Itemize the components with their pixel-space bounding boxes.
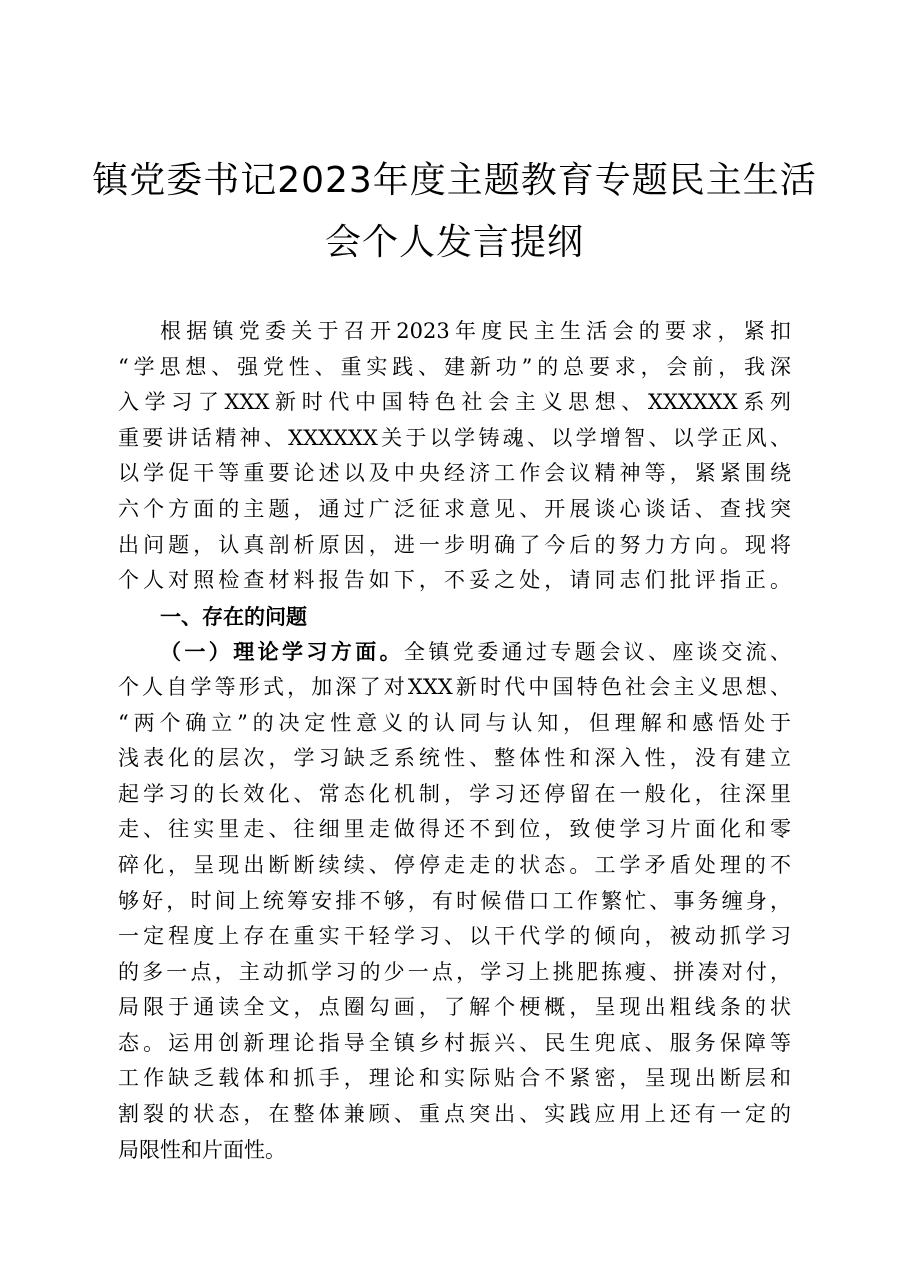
- intro-line: 入学习了XXX新时代中国特色社会主义思想、XXXXXX系列: [118, 390, 791, 415]
- subsection-line: 够好，时间上统筹安排不够，有时候借口工作繁忙、事务缠身，: [118, 888, 791, 913]
- document-title: [60, 150, 849, 274]
- subsection-line: 工作缺乏载体和抓手，理论和实际贴合不紧密，呈现出断层和: [118, 1066, 791, 1091]
- document-body: [118, 314, 791, 1168]
- intro-line: 根据镇党委关于召开2023年度民主生活会的要求，紧扣: [160, 319, 791, 343]
- intro-line: “学思想、强党性、重实践、建新功”的总要求，会前，我深: [118, 354, 791, 379]
- subsection-line: 走、往实里走、往细里走做得还不到位，致使学习片面化和零: [118, 817, 791, 842]
- intro-line: 以学促干等重要论述以及中央经济工作会议精神等，紧紧围绕: [118, 461, 791, 486]
- subsection-line: 割裂的状态，在整体兼顾、重点突出、实践应用上还有一定的: [118, 1102, 791, 1127]
- subsection-first-line-rest: 全镇党委通过专题会议、座谈交流、: [404, 640, 791, 665]
- subsection-line: 个人自学等形式，加深了对XXX新时代中国特色社会主义思想、: [118, 674, 791, 699]
- title-line-1: 镇党委书记2023年度主题教育专题民主生活: [92, 160, 817, 201]
- subsection-line: “两个确立”的决定性意义的认同与认知，但理解和感悟处于: [118, 710, 791, 735]
- title-line-2: 会个人发言提纲: [324, 222, 584, 263]
- subsection-line: 局限性和片面性。: [118, 1137, 286, 1162]
- intro-line: 出问题，认真剖析原因，进一步明确了今后的努力方向。现将: [118, 532, 791, 557]
- subsection-line: 态。运用创新理论指导全镇乡村振兴、民生兜底、服务保障等: [118, 1030, 791, 1055]
- subsection-first-line: [118, 634, 791, 670]
- subsection-line: 局限于通读全文，点圈勾画，了解个梗概，呈现出粗线条的状: [118, 995, 791, 1020]
- subsection-line: 碎化，呈现出断断续续、停停走走的状态。工学矛盾处理的不: [118, 852, 791, 877]
- subsection-lead: （一）理论学习方面。: [160, 639, 404, 665]
- intro-line: 重要讲话精神、XXXXXX关于以学铸魂、以学增智、以学正风、: [118, 425, 791, 450]
- intro-line: 六个方面的主题，通过广泛征求意见、开展谈心谈话、查找突: [118, 496, 791, 521]
- subsection-line: 浅表化的层次，学习缺乏系统性、整体性和深入性，没有建立: [118, 746, 791, 771]
- subsection-line: 的多一点，主动抓学习的少一点，学习上挑肥拣瘦、拼凑对付，: [118, 959, 791, 984]
- subsection-line: 一定程度上存在重实干轻学习、以干代学的倾向，被动抓学习: [118, 924, 791, 949]
- intro-line: 个人对照检查材料报告如下，不妥之处，请同志们批评指正。: [118, 568, 791, 593]
- subsection-line: 起学习的长效化、常态化机制，学习还停留在一般化，往深里: [118, 781, 791, 806]
- section-heading: 一、存在的问题: [160, 603, 307, 629]
